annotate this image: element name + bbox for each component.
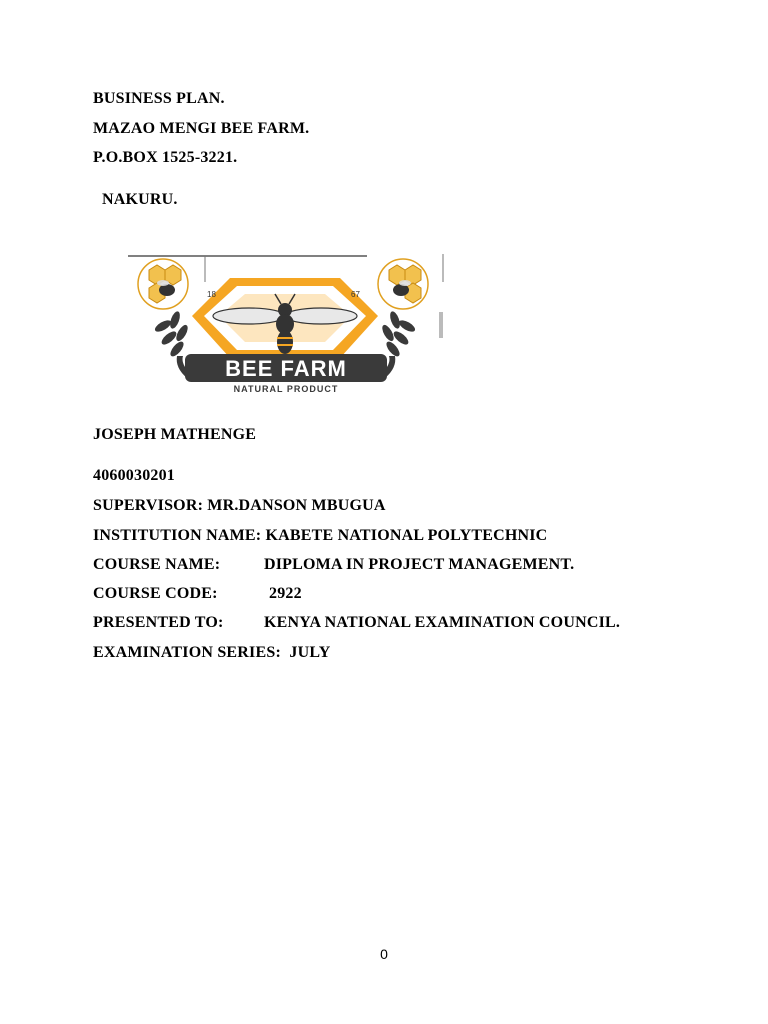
banner-subtext: NATURAL PRODUCT xyxy=(233,384,339,394)
institution-line: INSTITUTION NAME: KABETE NATIONAL POLYTECHNIC xyxy=(93,527,548,544)
course-code-line xyxy=(93,584,302,604)
presented-to-line xyxy=(93,613,620,633)
student-number: 4060030201 xyxy=(93,467,175,484)
exam-series-value: JULY xyxy=(289,644,331,661)
honeycomb-bee-icon-right xyxy=(378,259,428,309)
banner-text: BEE FARM xyxy=(225,356,347,381)
exam-series-line xyxy=(93,643,331,663)
presented-to-label: PRESENTED TO: xyxy=(93,614,224,631)
bee-farm-logo xyxy=(125,250,447,395)
supervisor-line: SUPERVISOR: MR.DANSON MBUGUA xyxy=(93,497,386,514)
city: NAKURU. xyxy=(102,191,178,208)
year-right: 67 xyxy=(351,290,360,299)
farm-name: MAZAO MENGI BEE FARM. xyxy=(93,120,310,137)
course-name-label: COURSE NAME: xyxy=(93,556,221,573)
page-number: 0 xyxy=(380,946,388,962)
course-code-value: 2922 xyxy=(269,585,302,602)
honeycomb-bee-icon-left xyxy=(138,259,188,309)
course-code-label: COURSE CODE: xyxy=(93,585,218,602)
wheat-wreath-right xyxy=(380,310,417,358)
bee-farm-banner xyxy=(177,354,396,394)
student-name: JOSEPH MATHENGE xyxy=(93,426,257,443)
document-title: BUSINESS PLAN. xyxy=(93,90,225,107)
wheat-wreath-left xyxy=(153,310,190,358)
presented-to-value: KENYA NATIONAL EXAMINATION COUNCIL. xyxy=(264,614,621,631)
po-box: P.O.BOX 1525-3221. xyxy=(93,149,238,166)
course-name-value: DIPLOMA IN PROJECT MANAGEMENT. xyxy=(264,556,575,573)
exam-series-label: EXAMINATION SERIES: xyxy=(93,644,281,661)
course-name-line xyxy=(93,555,574,575)
year-left: 18 xyxy=(207,290,216,299)
